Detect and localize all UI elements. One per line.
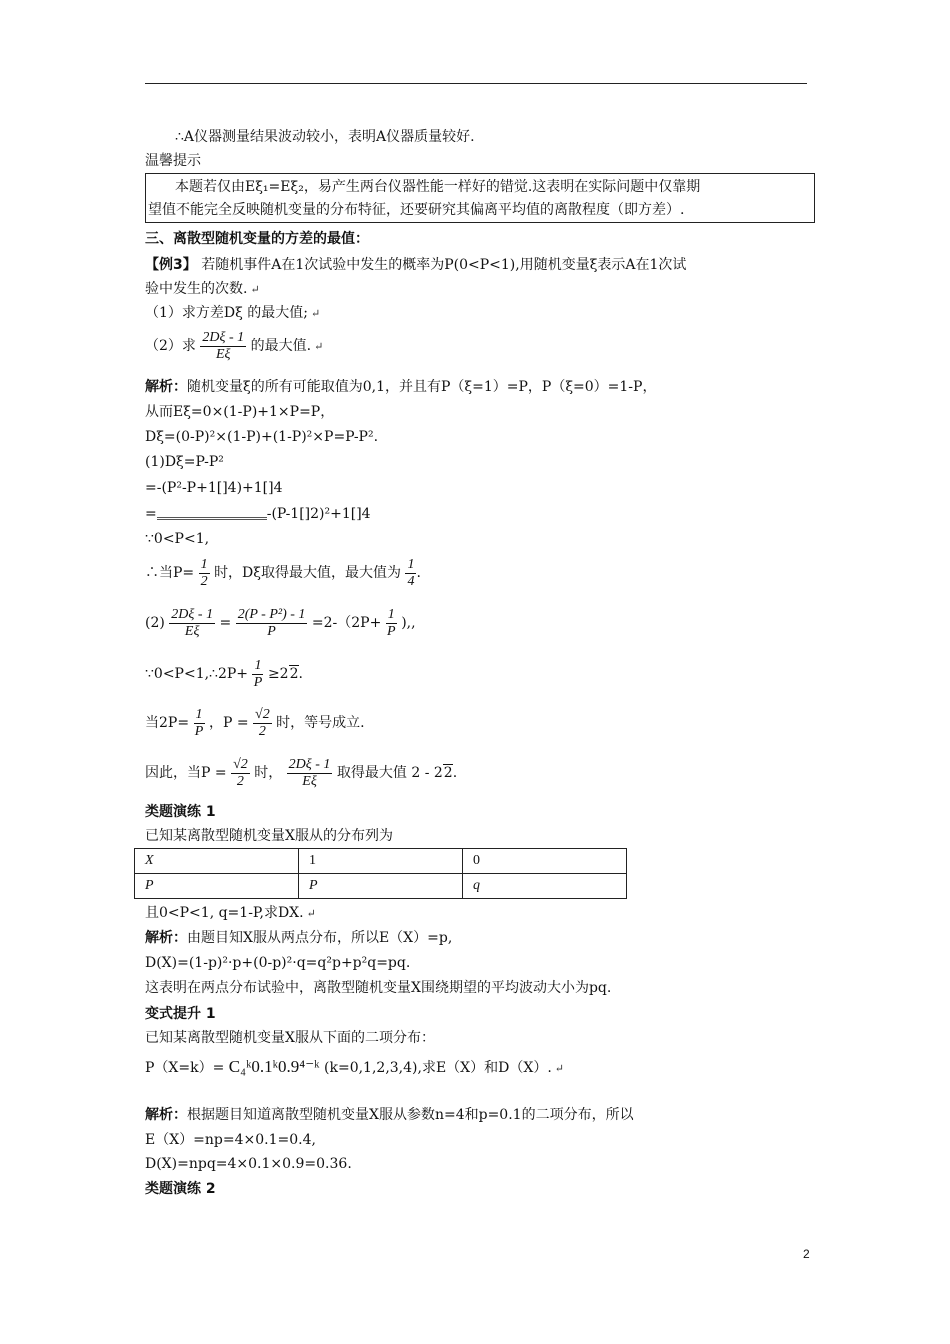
text-line: (k=0,1,2,3,4),求E（X）和D（X）. [324,1060,552,1076]
example-label: 【例3】 [145,257,197,273]
step-text: 因此，当P = [145,765,227,781]
header-rule [145,83,807,84]
table-cell: X [135,849,299,874]
step-text: ，P = [208,715,249,731]
text-line: 已知某离散型随机变量X服从的分布列为 [145,828,393,844]
subsection-heading: 类题演练 1 [145,804,216,820]
page-number: 2 [803,1247,810,1261]
step-text: 2 - 2 [411,765,443,781]
analysis-label: 解析： [145,1107,187,1123]
step-line: ∵0<P<1, [145,531,210,547]
text-line: 且0<P<1, q=1-P,求DX. [145,905,304,921]
table-row [135,874,627,899]
fraction: $\frac{2D\xi - 1}{E\xi}$ [288,756,331,789]
analysis-text: E（X）=np=4×0.1=0.4, [145,1132,316,1148]
text-line: ∴A仪器测量结果波动较小，表明A仪器质量较好. [175,129,475,145]
question-1: （1）求方差Dξ 的最大值; [145,305,309,321]
fraction: $\frac{√2}{2}$ [233,756,248,789]
step-text: ∴当P= [145,565,195,581]
fraction: $\frac{\text{2(P - P²) - 1}}{P}$ [237,606,306,639]
binomial-formula: C₄ᵏ0.1ᵏ0.9⁴⁻ᵏ [228,1057,320,1076]
step-text: 时， [254,765,283,781]
tip-line: 本题若仅由Eξ₁=Eξ₂，易产生两台仪器性能一样好的错觉.这表明在实际问题中仅靠期 [175,179,701,195]
step-line: -(P-1[]2)²+1[]4 [266,506,371,522]
table-cell: P [299,874,463,899]
fraction: $\frac{1}{P}$ [386,606,396,639]
step-line: =-(P²-P+1[]4)+1[]4 [145,480,283,496]
example-text: 验中发生的次数. [145,281,248,297]
step-text: 当2P= [145,715,190,731]
step-text: ∵0<P<1,∴2P+ [145,666,249,682]
return-mark-icon: ↵ [554,1062,564,1075]
fraction: $\frac{1}{P}$ [253,657,263,690]
step-text: 时，Dξ取得最大值，最大值为 [214,565,401,581]
analysis-text: D(X)=npq=4×0.1×0.9=0.36. [145,1156,352,1172]
table-cell: q [463,874,627,899]
question-2-pre: （2）求 [145,338,196,354]
return-mark-icon: ↵ [250,283,260,296]
step-text: ),, [401,615,416,631]
equation-placeholder [157,509,267,520]
subsection-heading: 变式提升 1 [145,1006,216,1022]
question-2-post: 的最大值. [250,338,312,354]
step-text: 取得最大值 [336,765,407,781]
table-row [135,849,627,874]
fraction: $\frac{√2}{2}$ [255,706,270,739]
step-text: ≥2 [267,666,289,682]
fraction: $\frac{1}{4}$ [407,556,415,589]
fraction: $\frac{1}{P}$ [194,706,204,739]
tip-heading: 温馨提示 [145,153,201,169]
distribution-table [134,848,627,899]
step-line: (1)Dξ=P-P² [145,454,224,470]
analysis-text: 这表明在两点分布试验中，离散型随机变量X围绕期望的平均波动大小为pq. [145,980,612,996]
analysis-text: Dξ=(0-P)²×(1-P)+(1-P)²×P=P-P². [145,429,379,445]
analysis-text: 随机变量ξ的所有可能取值为0,1，并且有P（ξ=1）=P，P（ξ=0）=1-P， [187,379,657,395]
step-text: (2) [145,615,165,631]
example-text: 若随机事件A在1次试验中发生的概率为P(0<P<1),用随机变量ξ表示A在1次试 [201,257,687,273]
return-mark-icon: ↵ [311,307,321,320]
analysis-label: 解析： [145,379,187,395]
return-mark-icon: ↵ [306,907,316,920]
return-mark-icon: ↵ [314,340,324,353]
fraction: $\frac{2D\xi - 1}{E\xi}$ [202,329,245,362]
step-text: 时，等号成立. [276,715,365,731]
analysis-label: 解析： [145,930,187,946]
table-cell: 0 [463,849,627,874]
sqrt-value: 2 [289,666,299,682]
sqrt-value: 2 [443,765,453,781]
step-text: =2-（2P+ [311,615,382,631]
analysis-text: D(X)=(1-p)²·p+(0-p)²·q=q²p+p²q=pq. [145,955,411,971]
table-cell: P [135,874,299,899]
fraction: $\frac{2D\xi - 1}{E\xi}$ [171,606,214,639]
table-cell: 1 [299,849,463,874]
analysis-text: 从而Eξ=0×(1-P)+1×P=P， [145,404,335,420]
section-heading: 三、离散型随机变量的方差的最值： [145,231,369,247]
tip-line: 望值不能完全反映随机变量的分布特征，还要研究其偏离平均值的离散程度（即方差）. [148,202,685,218]
subsection-heading: 类题演练 2 [145,1181,216,1197]
text-line: P（X=k）= [145,1060,225,1076]
text-line: 已知某离散型随机变量X服从下面的二项分布： [145,1030,435,1046]
analysis-text: 由题目知X服从两点分布，所以E（X）=p, [187,930,453,946]
analysis-text: 根据题目知道离散型随机变量X服从参数n=4和p=0.1的二项分布，所以 [187,1107,634,1123]
fraction: $\frac{1}{2}$ [200,556,208,589]
